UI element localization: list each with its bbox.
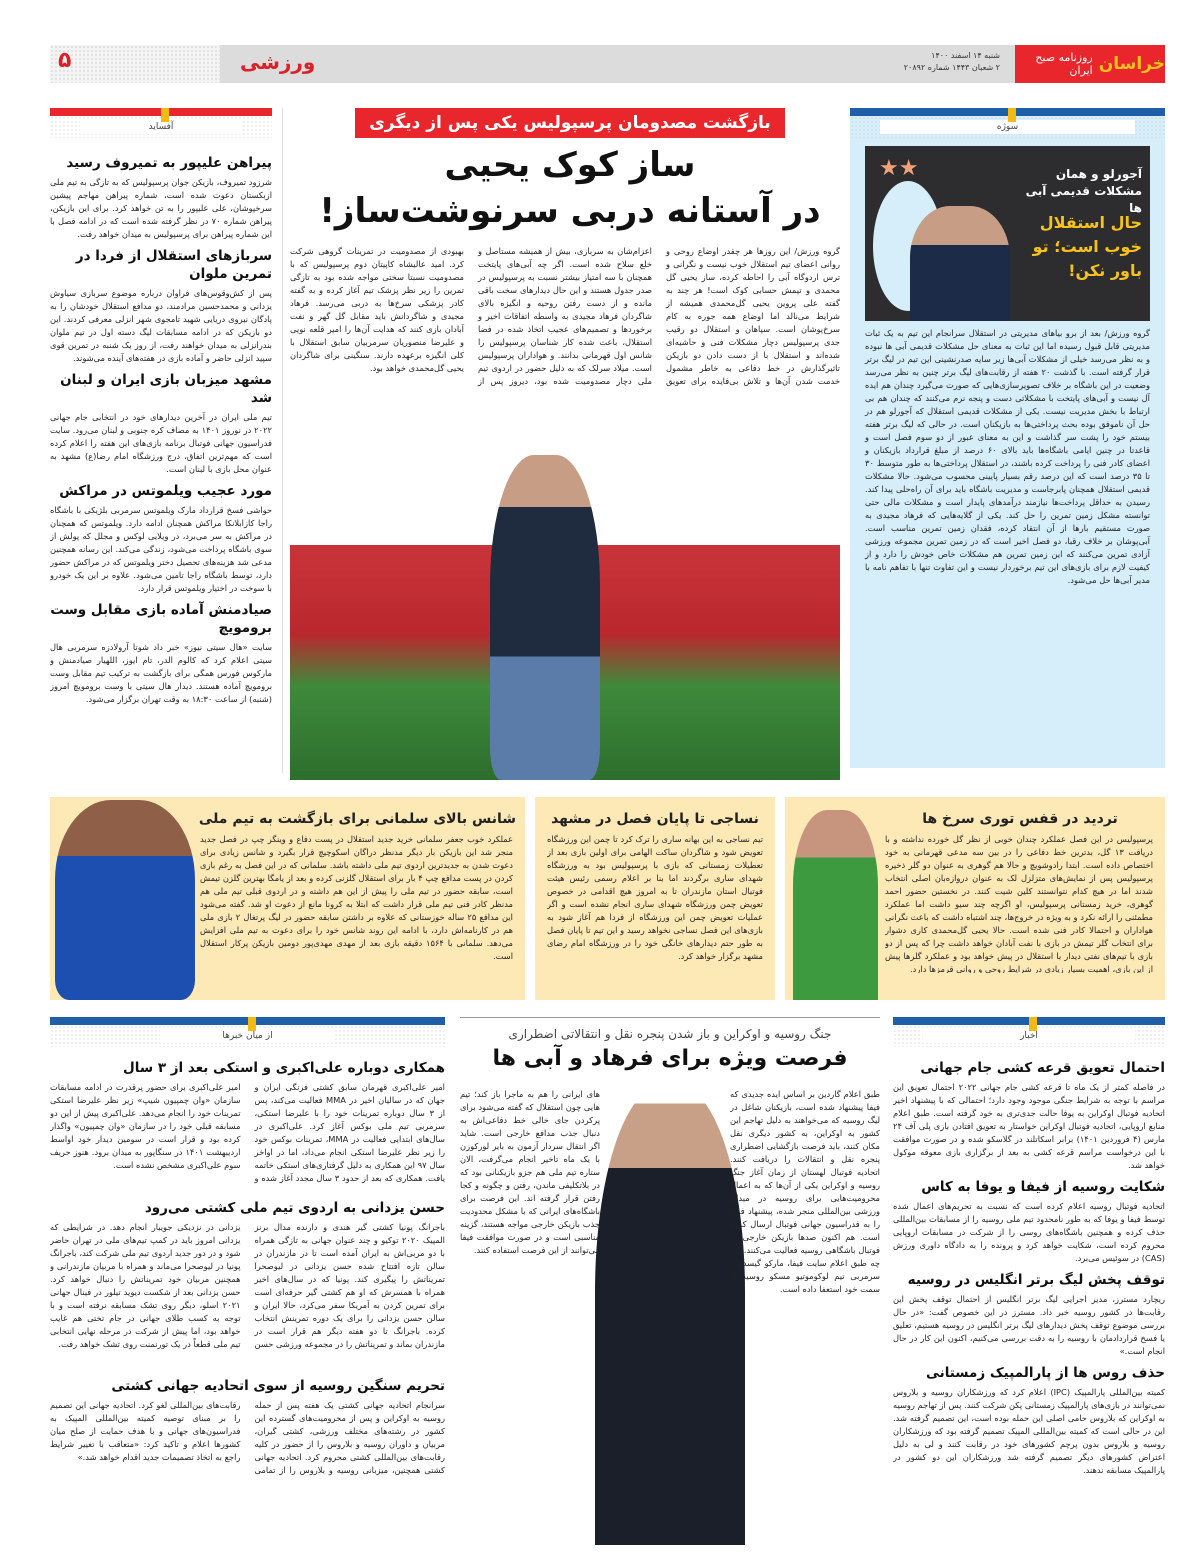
news-body: پس از کش‌وقوس‌های فراوان درباره موضوع سربازی سیاوش یزدانی و محمدحسین مرادمند، دو مدافع استقلال خودشان را به پادگان نیروی دریایی شهید تامجوی شهر انزلی معرفی کردند. این دو بازیکن که در ادامه مسابقات لیگ دسته اول در تیم ملوان بندرانزلی به میدان خواهند رفت، از روز یک شنبه در تمرین قوی سپید انزلی حاضر و آماده بازی در هفته‌های آینده می‌شوند. bbox=[50, 288, 272, 363]
headline-line-2: در آستانه دربی سرنوشت‌ساز! bbox=[319, 191, 821, 231]
box-title: تردید در قفس توری سرخ ها bbox=[922, 811, 1118, 827]
news-body: سایت «هال سیتی نیوز» خبر داد شوتا آرولادزه سرمربی هال سیتی اعلام کرد که کالوم الدر، تام ایوز، اللهیار صیادمنش و مارکوس فورس همگی برای بازگشت به ترکیب تیم مقابل وست برومویچ آماده هستند. دیدار هال سیتی با وست برومویچ امروز (شنبه) از ساعت ۱۸:۳۰ به وقت تهران برگزار می‌شود. bbox=[50, 642, 272, 704]
news-body: شرزود تمیروف، بازیکن جوان پرسپولیس که به تازگی به تیم ملی ازبکستان دعوت شده است، شماره پیراهن مهاجم پیشین سرخپوشان، علی علیپور را به تن خواهد کرد. برای این بازیکن، پیراهن شماره ۷۰ در نظر گرفته شده است که در ادامه فصل با این شماره پیراهن برای پرسپولیس به میدان خواهد رفت. bbox=[50, 177, 272, 239]
column-label: آفساید bbox=[80, 120, 242, 134]
box-title: شانس بالای سلمانی برای بازگشت به تیم ملی bbox=[198, 811, 517, 827]
news-title: صیادمنش آماده بازی مقابل وست برومویچ bbox=[50, 602, 272, 636]
stars-icon: ★★ bbox=[879, 156, 919, 181]
sooja-image bbox=[865, 146, 1150, 321]
from-news-column bbox=[50, 1017, 445, 1547]
box-body: عملکرد خوب جعفر سلمانی خرید جدید استقلال در پست دفاع و وینگر چپ در فصل جدید منجر شد این بازیکن بار دیگر مدنظر دراگان اسکوچیچ قرار بگیرد و شانس زیادی برای دعوت شدن به جدیدترین اردوی تیم ملی داشته باشد. سلمانی که در این فصل به رغم بازی کردن در پست مدافع چپ ۴ بار برای استقلال گلزنی کرده و بعد از یامگا بهترین گلزن تیمش است، سابقه حضور در تیم ملی را پیش از این هم داشته و در اردوی قبلی تیم ملی هم مدنظر کادر فنی تیم ملی قرار داشت که ابتلا به کرونا مانع از دعوت او شد. گفته می‌شود این مدافع ۲۵ ساله خوزستانی که علاوه بر داشتن سابقه حضور در لیگ پرتغال ۲ بازی ملی هم در کارنامه‌اش دارد، با ادامه این روند شانس خود را برای دعوت به تیم ملی افزایش می‌دهد. سلمانی با ۱۵۶۴ دقیقه بازی بعد از مهدی مهدی‌پور دومین بازیکن پرکار استقلال است. bbox=[200, 834, 513, 961]
box-goalkeeper bbox=[785, 797, 1165, 1000]
box-body: پرسپولیس در این فصل عملکرد چندان خوبی از نظر گل خورده نداشته و با دریافت ۱۳ گل، بدترین خط دفاعی را در بین سه مدعی قهرمانی به خود اختصاص داده است. ابتدا رادوشویچ و حالا هم گوهری به عنوان دو گلر ذخیره پرسپولیس پس از نمایش‌های متزلزل لک به عنوان دروازه‌بان اصلی انتخاب شدند اما در هیچ کدام نتوانستند کلین شیت کنند. در نخستین حضور احمد گوهری، خرید زمستانی پرسپولیس، او اگرچه چند سیو داشت اما عملکرد مطمئنی را ارائه نکرد و به ویژه در خروج‌ها، چند اشتباه داشت که باعث نگرانی هواداران و احتمالا کادر فنی شده است. حالا یحیی گل‌محمدی کاری دشوار برای انتخاب گلر تیمش در بازی با نفت آبادان خواهد داشت چرا که پس از دو بازی با تیم‌های نفتی دیدار با استقلال در پیش خواهد بود و عملکرد گلرها پیش از این بازی، اهمیت بسیار زیادی در شرایط روحی و روانی قرمزها دارد. bbox=[885, 834, 1153, 973]
akhbar-column bbox=[893, 1017, 1165, 1542]
news-title: همکاری دوباره علی‌اکبری و استکی بعد از ۳ سال bbox=[123, 1060, 445, 1076]
date-solar: شنبه ۱۴ اسفند ۱۴۰۰ bbox=[931, 51, 1000, 60]
tagline: روزنامه صبح ایران bbox=[1035, 51, 1093, 77]
column-band bbox=[50, 108, 272, 116]
news-title: تحریم سنگین روسیه از سوی اتحادیه جهانی کشتی bbox=[111, 1378, 445, 1394]
afsaid-column bbox=[50, 108, 272, 773]
image-caption-white: آجورلو و همان مشکلات قدیمی آبی ها bbox=[1025, 167, 1142, 215]
news-title: شکایت روسیه از فیفا و یوفا به کاس bbox=[921, 1179, 1165, 1195]
news-body: سرانجام اتحادیه جهانی کشتی یک هفته پس از حمله روسیه به اوکراین و پس از محرومیت‌های گسترده این کشور در رشته‌های مختلف ورزشی، کشتی گیران، مربیان و داوران روسیه و بلاروس را از حضور در کلیه رقابت‌های بین‌المللی کشتی محروم کرد. اتحادیه جهانی کشتی همچنین، میزبانی روسیه و بلاروس را از تمامی رقابت‌های بین‌المللی لغو کرد. اتحادیه جهانی این تصمیم را بر مبنای توصیه کمیته بین‌المللی المپیک به فدراسیون‌های جهانی و با هدف حمایت از صلح میان کشورها اعلام و تاکید کرد: «متعاقب با تغییر شرایط راجع به اتخاذ تصمیمات جدید اقدام خواهد شد.» bbox=[50, 1400, 445, 1475]
news-body: در فاصله کمتر از یک ماه تا قرعه کشی جام جهانی ۲۰۲۲ احتمال تعویق این مراسم با توجه به شرایط جنگی موجود وجود دارد؛ احتمالی که با پیشنهاد اخیر اتحادیه فوتبال اوکراین به یوفا حالت جدی‌تری به خود گرفته است. طبق اعلام منابع اروپایی، اتحادیه فوتبال اوکراین خواستار به تعویق افتادن بازی پلی آف ۲۴ مارس (۴ فروردین ۱۴۰۱) برابر اسکاتلند در گلاسکو شده و در صورت موافقت با این درخواست مراسم قرعه کشی به بعد از برگزاری بازی معوقه موکول خواهد شد. bbox=[893, 1082, 1165, 1170]
news-title: مشهد میزبان بازی ایران و لبنان شد bbox=[60, 372, 272, 406]
column-band bbox=[893, 1017, 1165, 1025]
box-naft-mashhad bbox=[535, 797, 775, 1000]
farhad-majidi-photo bbox=[595, 1085, 745, 1545]
logo-text: خراسان bbox=[1098, 54, 1165, 74]
article-text: طبق اعلام گاردین بر اساس ایده جدیدی که فیفا پیشنهاد شده است، بازیکنان شاغل در لیگ روسیه که می‌خواهند به دلیل تهاجم این کشور به اوکراین، به کشور دیگری نقل مکان کنند، باید فرصت بازگشایی اضطراری پنجره نقل و انتقالات را دریافت کنند. اتحادیه فوتبال لهستان از زمان آغاز جنگ روسیه و اوکراین یکی از آن‌ها که به اعمال محرومیت‌هایی برای روسیه در میدان ورزشی بین‌المللی منجر شده، پیشنهاد فوق را به فدراسیون جهانی فوتبال ارسال کرده است. هم اکنون صدها بازیکن خارجی در فوتبال باشگاهی روسیه فعالیت می‌کنند. اگر چه طبق اعلام سایت فیفا، مارکو گیسدول، سرمربی تیم لوکوموتیو مسکو روسیه از سمت خود استعفا داده است. bbox=[730, 1089, 880, 1294]
main-kicker: بازگشت مصدومان پرسپولیس یکی پس از دیگری bbox=[355, 108, 785, 138]
column-label: اخبار bbox=[923, 1029, 1135, 1043]
transfer-kicker: جنگ روسیه و اوکراین و باز شدن پنجره نقل و انتقالاتی اضطراری bbox=[508, 1027, 832, 1041]
news-title: پیراهن علیپور به تمیروف رسید bbox=[66, 155, 272, 171]
divider bbox=[282, 108, 283, 773]
news-body: باجرانگ پونیا کشتی گیر هندی و دارنده مدال برنز المپیک ۲۰۲۰ توکیو و چند عنوان جهانی به تازگی همراه با دو مربی‌اش به ایران آمده است تا در مازندران در سالن تازه افتتاح شده حسن یزدانی در لیوصحرا تمریناتش را پیگیری کند. پونیا که در سال‌های اخیر همراه با همسرش که او هم کشتی گیر حرفه‌ای است برای تمرین کردن به آمریکا سفر می‌کرد، حالا ایران و سالن حسن یزدانی را برای یک دوره تمرینش انتخاب کرده. باجرانگ تا دو هفته دیگر هم قرار است در مازندران بماند و تمریناتش را در مجموعه ورزشی حسن یزدانی در نزدیکی جویبار انجام دهد. در شرایطی که یزدانی امروز باید در کمپ تیم‌های ملی در تهران حاضر شود و در دور جدید اردوی تیم ملی شرکت کند، باجرانگ پونیا در لیوصحرا می‌ماند و همراه با مربیان مازندرانی و همچنین مربیان خود تمریناتش را دنبال خواهد کرد. حسن یزدانی بعد از شکست دیوید تیلور در فینال جهانی ۲۰۲۱ اسلو، دیگر روی تشک مسابقه نرفته است و با توجه به کسب طلای جهانی در جام تختی هم غایب خواهد بود، اما پیش از شرکت در مرحله نهایی انتخابی تیم ملی قطعاً در یک تورنمنت روی تشک خواهد رفت. bbox=[50, 1222, 445, 1349]
news-title: حسن یزدانی به اردوی تیم ملی کشتی می‌رود bbox=[144, 1200, 445, 1216]
news-title: احتمال تعویق قرعه کشی جام جهانی bbox=[920, 1060, 1165, 1076]
news-body: حواشی فسخ قرارداد مارک ویلموتس سرمربی بلژیکی با باشگاه راجا کازابلانکا مراکش همچنان ادامه دارد. ویلموتس که همچنان در مراکش به سر می‌برد، در ویلایی لوکس و مجلل که پولش از سوی باشگاه پرداخت می‌شود، زندگی می‌کند. این رسانه همچنین مدعی شد هزینه‌های تحصیل دختر ویلموتس که در مراکش حضور دارد، توسط باشگاه راجا تامین می‌شود. علاوه بر این یک خودرو با سوخت در اختیار ویلموتس قرار دارد. bbox=[50, 505, 272, 593]
salmani-photo bbox=[55, 800, 195, 1000]
transfer-body-left bbox=[460, 1088, 600, 1543]
news-title: سربازهای استقلال از فردا در تمرین ملوان bbox=[75, 248, 272, 282]
column-label: از میان خبرها bbox=[160, 1029, 335, 1043]
image-caption-yellow: حال استقلال خوب است؛ تو باور نکن! bbox=[1032, 213, 1142, 280]
column-band bbox=[850, 108, 1165, 116]
issue-date bbox=[904, 50, 1000, 74]
column-band bbox=[50, 1017, 445, 1025]
box-body: تیم نساجی به این بهانه ساری را ترک کرد تا چمن این ورزشگاه تعویض شود و شاگردان ساکت الهامی برای اولین بازی بعد از تعطیلات زمستانی که بازی با پرسپولیس بود به ورزشگاه شهدای ساری برگردند اما بنا بر اعلام رسمی رئیس هیئت فوتبال استان مازندران تا به امروز هیچ اقدامی در خصوص تعویض چمن ورزشگاه شهدای ساری انجام نشده است و اگر عملیات تعویض چمن این ورزشگاه از فردا هم آغاز شود به بازی‌های این فصل نساجی نخواهد رسید و این تیم تا پایان فصل به طور حتم دیدارهای خانگی خود را در ورزشگاه امام رضای مشهد برگزار خواهد کرد. bbox=[547, 834, 763, 961]
newspaper-logo[interactable] bbox=[1015, 45, 1165, 83]
column-label: سوژه bbox=[880, 120, 1135, 134]
section-title: ورزشی bbox=[240, 50, 316, 74]
news-body: امیر علی‌اکبری قهرمان سابق کشتی فرنگی ایران و جهان که در سالیان اخیر در MMA فعالیت می‌کند، پس از ۳ سال دوباره تمرینات خود را با علیرضا استکی، سرمربی تیم ملی بوکس آغاز کرد. علی‌اکبری در سال‌های ابتدایی فعالیت در MMA، تمرینات بوکس خود را زیر نظر علیرضا استکی انجام می‌داد، اما در اواخر سال ۹۷ این همکاری به دلیل گرفتاری‌های استکی خاتمه یافت. همکاری که بعد از حدود ۳ سال مجدد آغاز شده و امیر علی‌اکبری برای حضور پرقدرت در ادامه مسابقات سازمان «وان چمپیون شیپ» زیر نظر علیرضا استکی تمرینات خود را انجام می‌دهد. علی‌اکبری پیش از این دو مسابقه قبلی خود را در سازمان «وان چمپیون» واگذار کرده بود و قرار است در سومین دیدار خود اواسط اردیبهشت ۱۴۰۱ در سنگاپور به میدان برود. هنوز حریف سوم علی‌اکبری مشخص نشده است. bbox=[50, 1082, 445, 1183]
news-body: اتحادیه فوتبال روسیه اعلام کرده است که نسبت به تحریم‌های اعمال شده توسط فیفا و یوفا که به طور نامحدود تیم ملی روسیه را از مسابقات بین‌المللی حذف کرده و همچنین باشگاه‌های روسی را از شرکت در مسابقات اروپایی محروم کرده است، شکایت خواهد کرد و پرونده را به دادگاه داوری ورزش (CAS) در سوئیس می‌برد. bbox=[893, 1201, 1165, 1263]
box-title: نساجی تا پایان فصل در مشهد bbox=[551, 811, 759, 827]
transfer-headline: فرصت ویژه برای فرهاد و آبی ها bbox=[492, 1046, 848, 1071]
divider bbox=[460, 1017, 880, 1018]
news-body: ریچارد مسترز، مدیر اجرایی لیگ برتر انگلیس از احتمال توقف پخش این رقابت‌ها در کشور روسیه خبر داد. مسترز در این خصوص گفت: «در حال بررسی موضوع توقف پخش دیدارهای لیگ برتر انگلیس در روسیه هستیم، تعلیق یا فسخ قراردادمان با روسیه را به دقت بررسی می‌کنیم، اکنون این کار در حال انجام است.» bbox=[893, 1294, 1165, 1356]
date-lunar-issue: ۲ شعبان ۱۴۴۳ شماره ۲۰۸۹۲ bbox=[903, 63, 1000, 72]
main-photo-yahya bbox=[290, 545, 840, 780]
article-text: های ایرانی را هم به ماجرا باز کند؛ تیم هایی چون استقلال که گفته می‌شود برای پرکردن جای خالی خط دفاعی‌اش به دنبال جذب مدافع خارجی است. شاید اگر انتقال سردار آزمون به بایر لورکوزن با یک ماه تاخیر انجام می‌گرفت، الان ستاره تیم ملی هم جزو بازیکنانی بود که در بلاتکلیفی ماندن، رفتن و چگونه و کجا رفتن قرار گرفته اند. این فرصت برای باشگاه‌های ایرانی که با مشکل محدودیت جذب بازیکن خارجی مواجه هستند، گزینه مناسبی است و در صورت موافقت فیفا می‌توانند از این فرصت استفاده کنند. bbox=[460, 1089, 600, 1255]
news-title: حذف روس ها از پارالمپیک زمستانی bbox=[925, 1365, 1165, 1381]
ajorloo-figure bbox=[910, 206, 1010, 321]
headline-line-1: ساز کوک یحیی bbox=[444, 145, 696, 185]
transfer-body-right bbox=[730, 1088, 880, 1543]
header-pattern bbox=[50, 45, 220, 83]
box-salmani bbox=[50, 797, 525, 1000]
goalkeeper-photo bbox=[793, 810, 878, 1000]
sooja-body: گروه ورزش/ بعد از برو بیاهای مدیریتی در استقلال سرانجام این تیم به یک ثبات مدیریتی قابل قبول رسیده اما این ثبات به معنای حل مشکلات قدیمی آبی ها نبوده و به نظر می‌رسد خیلی از مشکلات آبی‌ها زیر سایه صدرنشینی این تیم در لیگ برتر قرار گرفته است. با گذشت ۲۰ هفته از رقابت‌های لیگ برتر چنین به نظر می‌رسد وضعیت در این باشگاه بر خلاف تصویرسازی‌هایی که صورت می‌گیرد چندان هم ایده آل نیست و آبی‌های پایتخت با مشکلاتی دست و پنجه نرم می‌کنند که چندان هم بی ارتباط با بخش مدیریت نیست. یکی از مشکلات قدیمی استقلال که آجورلو هم در حل آن ناموفق بوده بحث پرداختی‌ها به بازیکنان است. در حالی که لیگ برتر هفته بیستم خود را پشت سر گذاشت و این به معنای عبور از دو سوم فصل است و قاعدتا در چنین ایامی باشگاه‌ها باید بالای ۶۰ درصد از مبلغ قرارداد بازیکنان و اعضای کادر فنی را پرداخت کرده باشند، در استقلال پرداختی‌ها به طور متوسط ۳۰ تا ۳۵ درصد است که این درصد رقم بسیار پایینی محسوب می‌شود. حالا مشکلات قدیمی استقلال همچنان پابرجاست و مدیریت باشگاه باید برای آن راه‌حلی پیدا کند. رسیدن به حداقل پرداخت‌ها نیازمند درآمدهای پایدار است و مشکلات مالی حتی توانسته مشکل زمین تمرین را حل کند. یکی از گلایه‌هایی که فرهاد مجیدی به صورت مستقیم بارها از آن انتقاد کرده، فقدان زمین تمرین مناسب است. آبی‌پوشان بر خلاف رقبا، دو فصل اخیر است که در زمین تمرین مجموعه ورزشی آزادی تمرین می‌کنند که این زمین تمرین هم مشکلات خاص خودش را دارد و از کیفیت لازم برای بازی‌های این تیم برخوردار نیست و این تفاوت تنها با تفاهم نامه با مدیر آبی‌ها حل می‌شود. bbox=[865, 328, 1151, 585]
article-text: گروه ورزش/ این روزها هر چقدر اوضاع روحی و روانی اعضای تیم استقلال خوب نیست و نگرانی و ترس اردوگاه آبی را احاطه کرده، ساز یحیی گل محمدی و تیمش حسابی کوک است! هر چند به گفته علی پروین یحیی گل‌محمدی همیشه از شرایط می‌نالد اما اوضاع همه جوره به کام سرخ‌پوشان است. سپاهان و استقلال دو رقیب جدی پرسپولیس دچار مشکلات فنی و حاشیه‌ای شده‌اند و استقلال با از دست دادن دو بازیکن تاثیرگذارش در خط دفاعی به خاطر مشمول خدمت شدن آن‌ها و تلاش بی‌فایده برای تعویق اعزام‌شان به سربازی، بیش از همیشه مستاصل و خلع سلاح شده است. اگر چه آبی‌های پایتخت همچنان با سه امتیاز بیشتر نسبت به پرسپولیس در صدر جدول هستند و این حال دیدارهای سخت باقی مانده و از دست رفتن روحیه و انگیزه بالای شاگردان فرهاد مجیدی به واسطه اتفاقات اخیر و برخوردها و تصمیم‌های عجیب اتخاذ شده در فضا استقلال، باعث شده کار شناسان پرسپولیس را شانس اول قهرمانی بدانند. و هواداران پرسپولیس است. میلاد سرلک که به دلیل حضور در اردوی تیم ملی دچار مصدومیت شده بود، دیروز پس از بهبودی از مصدومیت در تمرینات گروهی شرکت کرد. امید عالیشاه کاپیتان دوم پرسپولیس که با مصدومیت نسبتا سختی مواجه شده بود به تازگی تمرین را زیر نظر پزشک تیم آغاز کرده و به گفته کادر پزشکی سرخ‌ها به دربی می‌رسد. فرهاد مجیدی و شاگردانش باید مقابل گل گهر و نفت آبادان بازی کنند که هدایت آن‌ها را امیر قلعه نویی و علیرضا منصوریان سرمربیان سابق استقلال با کلی انگیزه برعهده دارند. سنگینی برای شاگردان یحیی گل‌محمدی خواهد بود. bbox=[290, 246, 840, 386]
news-body: تیم ملی ایران در آخرین دیدارهای خود در انتخابی جام جهانی ۲۰۲۲ در نوروز ۱۴۰۱ به مصاف کره جنوبی و لبنان می‌رود. سایت فدراسیون جهانی فوتبال برنامه بازی‌های این هفته را اعلام کرده است که مهم‌ترین اتفاق، درج ورزشگاه امام رضا(ع) مشهد به عنوان محل بازی با لبنان است. bbox=[50, 412, 272, 474]
coach-figure bbox=[490, 455, 600, 780]
sooja-box bbox=[850, 108, 1165, 768]
news-title: توقف پخش لیگ برتر انگلیس در روسیه bbox=[907, 1272, 1165, 1288]
main-headline bbox=[300, 142, 840, 234]
news-body: کمیته بین‌المللی پارالمپیک (IPC) اعلام کرد که ورزشکاران روسیه و بلاروس نمی‌توانند در بازی‌های پارالمپیک زمستانی پکن شرکت کنند. پس از تهاجم روسیه به اوکراین که بلاروس حامی اصلی این حمله بوده است، این تصمیم گرفته شد. این در حالی است که کمیته بین‌المللی المپیک تصمیم گرفته بود که ورزشکاران روسیه و بلاروس بدون پرچم کشورهای خود در رقابت کنند و لی به دلیل اعتراض کشورهای دیگر تصمیم گرفته شد ورزشکاران این دو کشور در پارالمپیک مسابقه ندهند. bbox=[893, 1387, 1165, 1475]
page-number: ۵ bbox=[58, 48, 72, 73]
news-title: مورد عجیب ویلموتس در مراکش bbox=[59, 483, 272, 499]
